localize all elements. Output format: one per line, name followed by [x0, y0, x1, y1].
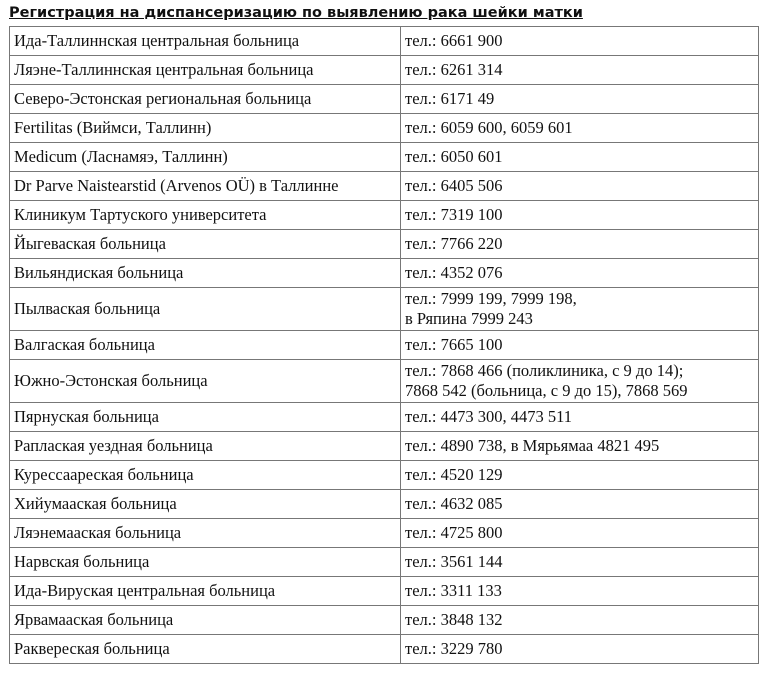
- phone-line: тел.: 4352 076: [405, 263, 503, 282]
- phone-cell: [401, 85, 759, 114]
- page-title: Регистрация на диспансеризацию по выявлению рака шейки матки: [9, 5, 583, 21]
- hospital-name-cell: Курессаареская больница: [10, 461, 401, 490]
- table-row: [10, 403, 759, 432]
- phone-line: 7868 542 (больница, с 9 до 15), 7868 569: [405, 381, 688, 400]
- hospital-name-cell: Йыгеваская больница: [10, 230, 401, 259]
- phone-cell: [401, 635, 759, 664]
- phone-line: тел.: 6261 314: [405, 60, 503, 79]
- phone-line: тел.: 3561 144: [405, 552, 503, 571]
- phone-cell: [401, 490, 759, 519]
- phone-cell: [401, 519, 759, 548]
- table-row: [10, 143, 759, 172]
- phone-line: в Ряпина 7999 243: [405, 309, 533, 328]
- hospital-name-cell: Ида-Таллиннская центральная больница: [10, 27, 401, 56]
- phone-line: тел.: 6059 600, 6059 601: [405, 118, 573, 137]
- phone-cell: [401, 143, 759, 172]
- phone-line: тел.: 6171 49: [405, 89, 495, 108]
- hospital-name-cell: Пылваская больница: [10, 288, 401, 331]
- table-row: [10, 172, 759, 201]
- hospital-name-cell: Вильяндиская больница: [10, 259, 401, 288]
- hospital-name-cell: Северо-Эстонская региональная больница: [10, 85, 401, 114]
- hospital-table-body: [10, 27, 759, 664]
- hospital-name-cell: Нарвская больница: [10, 548, 401, 577]
- table-row: [10, 461, 759, 490]
- hospital-name-cell: Ляэне-Таллиннская центральная больница: [10, 56, 401, 85]
- phone-cell: [401, 172, 759, 201]
- phone-cell: [401, 56, 759, 85]
- hospital-name-cell: Ида-Вируская центральная больница: [10, 577, 401, 606]
- table-row: [10, 490, 759, 519]
- hospital-name-cell: Клиникум Тартуского университета: [10, 201, 401, 230]
- phone-cell: [401, 360, 759, 403]
- hospital-name-cell: Раквереская больница: [10, 635, 401, 664]
- table-row: [10, 548, 759, 577]
- table-row: [10, 85, 759, 114]
- document: [9, 4, 759, 664]
- phone-line: тел.: 7665 100: [405, 335, 503, 354]
- table-row: [10, 230, 759, 259]
- phone-cell: [401, 461, 759, 490]
- phone-line: тел.: 4520 129: [405, 465, 503, 484]
- phone-line: тел.: 6661 900: [405, 31, 503, 50]
- hospital-name-cell: Ляэнемааская больница: [10, 519, 401, 548]
- phone-line: тел.: 7868 466 (поликлиника, с 9 до 14);: [405, 361, 684, 380]
- phone-cell: [401, 230, 759, 259]
- phone-cell: [401, 114, 759, 143]
- phone-line: тел.: 7999 199, 7999 198,: [405, 289, 577, 308]
- phone-line: тел.: 4725 800: [405, 523, 503, 542]
- phone-line: тел.: 4890 738, в Мярьямаа 4821 495: [405, 436, 660, 455]
- table-row: [10, 519, 759, 548]
- phone-cell: [401, 432, 759, 461]
- hospital-name-cell: Раплаская уездная больница: [10, 432, 401, 461]
- phone-cell: [401, 201, 759, 230]
- hospital-name-cell: Южно-Эстонская больница: [10, 360, 401, 403]
- table-row: [10, 259, 759, 288]
- phone-cell: [401, 548, 759, 577]
- table-row: [10, 432, 759, 461]
- phone-cell: [401, 288, 759, 331]
- phone-cell: [401, 403, 759, 432]
- phone-line: тел.: 7319 100: [405, 205, 503, 224]
- table-row: [10, 606, 759, 635]
- table-row: [10, 331, 759, 360]
- phone-cell: [401, 331, 759, 360]
- hospital-name-cell: Fertilitas (Виймси, Таллинн): [10, 114, 401, 143]
- phone-line: тел.: 4632 085: [405, 494, 503, 513]
- hospital-name-cell: Ярвамааская больница: [10, 606, 401, 635]
- table-row: [10, 114, 759, 143]
- phone-line: тел.: 7766 220: [405, 234, 503, 253]
- phone-cell: [401, 577, 759, 606]
- table-row: [10, 360, 759, 403]
- hospital-table: [9, 26, 759, 664]
- table-row: [10, 56, 759, 85]
- phone-cell: [401, 27, 759, 56]
- hospital-name-cell: Валгаская больница: [10, 331, 401, 360]
- table-row: [10, 577, 759, 606]
- phone-line: тел.: 6050 601: [405, 147, 503, 166]
- phone-cell: [401, 259, 759, 288]
- hospital-name-cell: Medicum (Ласнамяэ, Таллинн): [10, 143, 401, 172]
- phone-line: тел.: 3311 133: [405, 581, 502, 600]
- phone-line: тел.: 3229 780: [405, 639, 503, 658]
- phone-line: тел.: 6405 506: [405, 176, 503, 195]
- hospital-name-cell: Dr Parve Naistearstid (Arvenos OÜ) в Таллинне: [10, 172, 401, 201]
- phone-line: тел.: 4473 300, 4473 511: [405, 407, 572, 426]
- table-row: [10, 635, 759, 664]
- hospital-name-cell: Пярнуская больница: [10, 403, 401, 432]
- phone-line: тел.: 3848 132: [405, 610, 503, 629]
- hospital-name-cell: Хийумааская больница: [10, 490, 401, 519]
- table-row: [10, 27, 759, 56]
- table-row: [10, 201, 759, 230]
- phone-cell: [401, 606, 759, 635]
- table-row: [10, 288, 759, 331]
